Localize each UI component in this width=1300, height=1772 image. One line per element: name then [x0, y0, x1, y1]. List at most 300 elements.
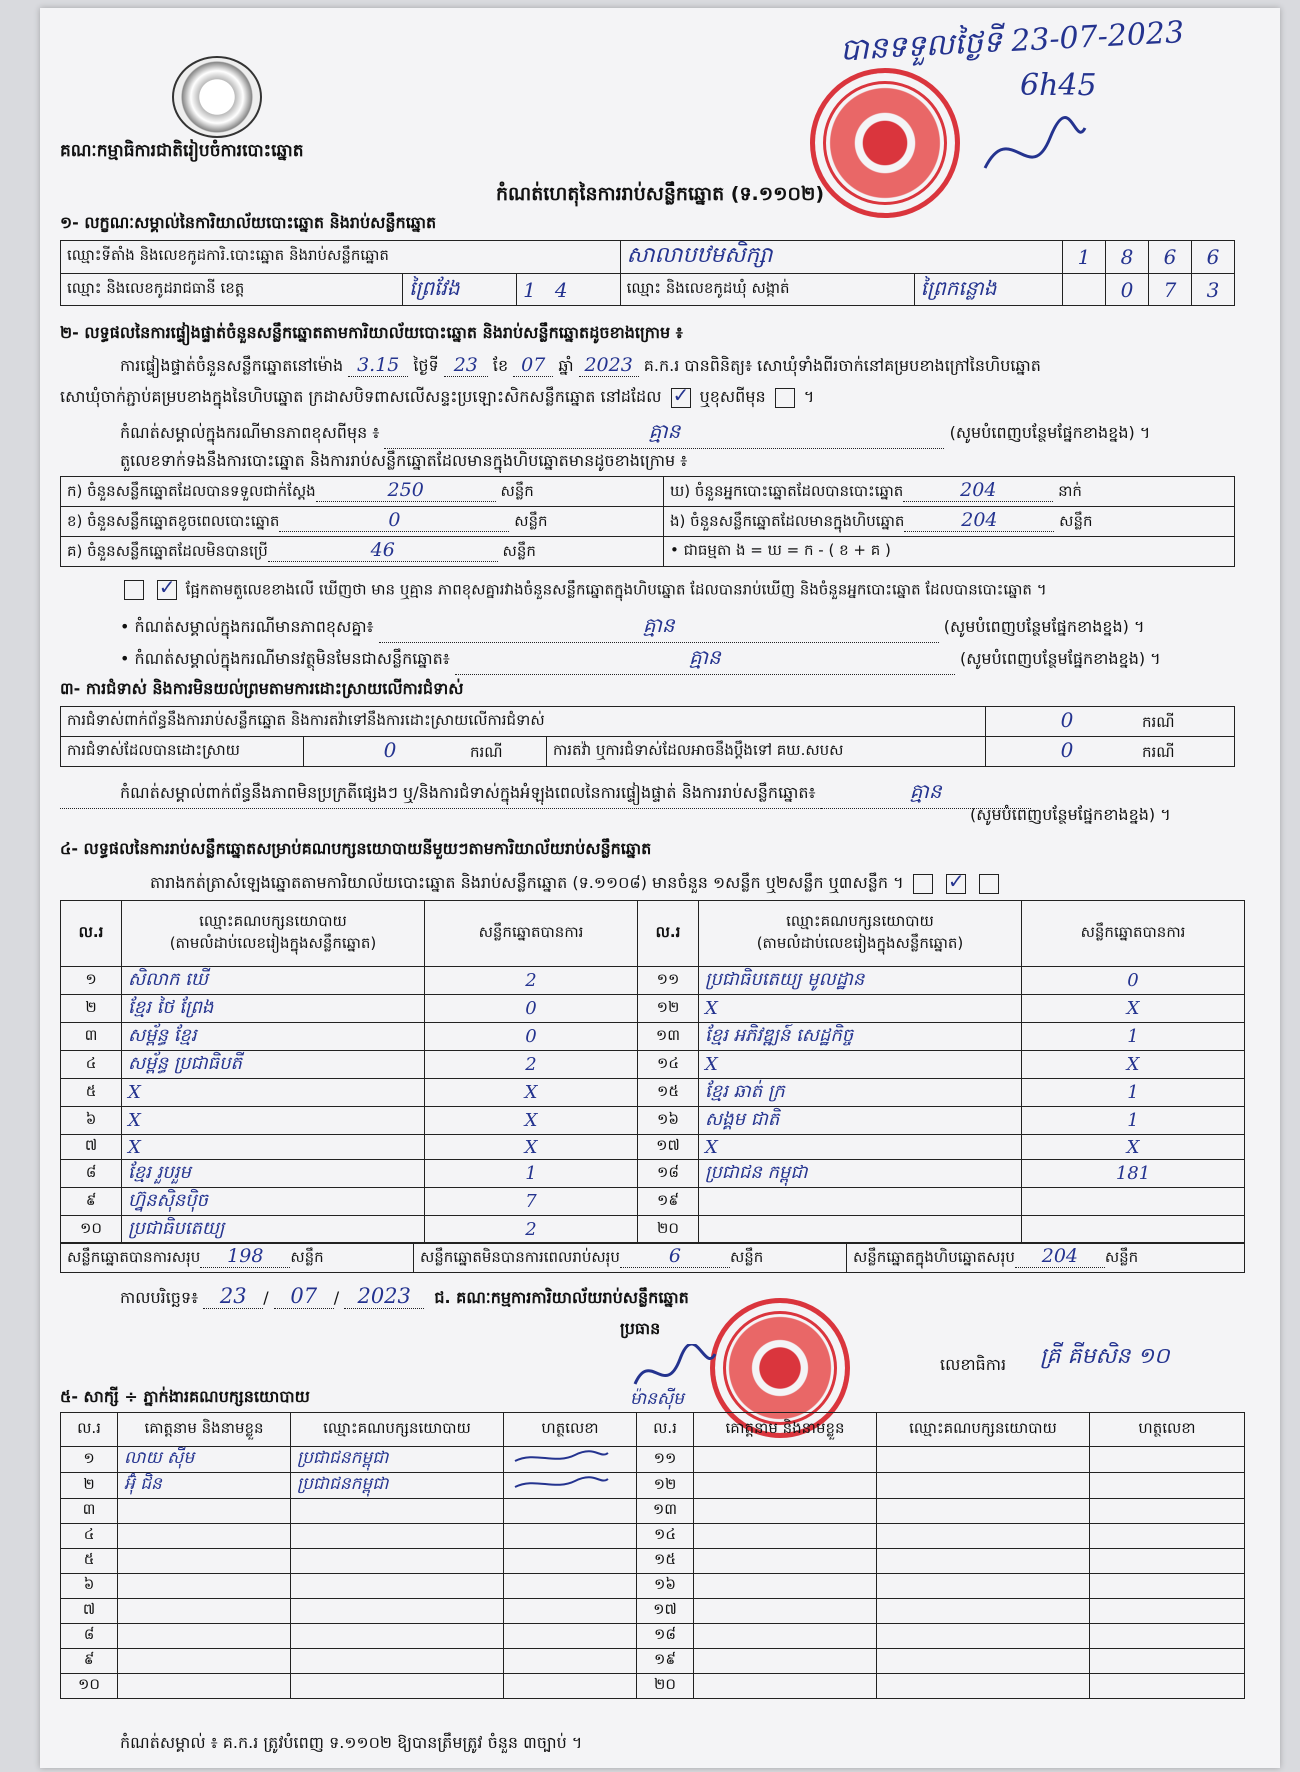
fill-hint: (សូមបំពេញបន្ថែមផ្នែកខាងខ្នង) ។ — [970, 805, 1171, 824]
row-number: ១៣ — [638, 1023, 699, 1051]
date-label: កាលបរិច្ឆេទ៖ — [120, 1288, 199, 1307]
row-number: ១ — [61, 967, 122, 995]
witness-name — [694, 1599, 877, 1624]
two-sheets-checkbox[interactable] — [946, 874, 966, 894]
witness-signature — [504, 1674, 637, 1699]
irregularity-label: កំណត់សម្គាល់ពាក់ព័ន្ធនឹងភាពមិនប្រក្រតីផ្សេងៗ ឬ/និងការជំទាស់ក្នុងអំឡុងពេលនៃការផ្ទៀងផ្ទាត់ និងការរាប់សន្លឹកឆ្នោត៖ — [120, 783, 816, 802]
year-label: ឆ្នាំ — [558, 356, 574, 375]
row-number: ១ — [61, 1447, 118, 1473]
case-unit: ករណី — [1142, 743, 1175, 761]
party-name: ខ្មែរ អភិវឌ្ឍន៍ សេដ្ឋកិច្ច — [699, 1023, 1022, 1051]
witness-name — [694, 1524, 877, 1549]
count-spoiled: 0 — [279, 509, 509, 532]
province-code-digit: 1 — [523, 277, 536, 302]
witness-party — [877, 1499, 1090, 1524]
row-number: ១៦ — [638, 1107, 699, 1135]
witness-signature — [1090, 1649, 1245, 1674]
witness-signature — [504, 1599, 637, 1624]
row-number: ១៥ — [638, 1079, 699, 1107]
place-value: សាលាបឋមសិក្សា — [620, 241, 1062, 274]
valid-votes — [1022, 1188, 1245, 1216]
committee-name: គណៈកម្មាធិការជាតិរៀបចំការបោះឆ្នោត — [60, 141, 304, 161]
month-label: ខែ — [492, 356, 509, 375]
place-code-digit: 6 — [1149, 241, 1192, 274]
province-label: ឈ្មោះ និងលេខកូដរាជធានី ខេត្ត — [61, 274, 403, 306]
place-code-digit: 6 — [1192, 241, 1235, 274]
witness-party — [877, 1447, 1090, 1473]
bullet-value: គ្មាន — [379, 612, 939, 643]
date-year: 2023 — [344, 1284, 424, 1309]
count-label: គ) ចំនួនសន្លឹកឆ្នោតដែលមិនបានប្រើ — [67, 542, 268, 560]
row-number: ១១ — [637, 1447, 694, 1473]
province-code — [517, 274, 620, 306]
place-code-digit: 8 — [1106, 241, 1149, 274]
row-number: ១៥ — [637, 1549, 694, 1574]
commune-value: ព្រៃកន្លោង — [914, 274, 1062, 306]
chair-label: ប្រធាន — [620, 1319, 661, 1338]
secretary-signature: គ្រី គីមសិន ១០ — [1040, 1344, 1170, 1369]
row-number: ១៩ — [637, 1649, 694, 1674]
party-name: សិលាក ឃើ — [122, 967, 425, 995]
count-row-received — [61, 477, 664, 507]
table-row — [61, 1051, 1245, 1079]
unchanged-checkbox[interactable] — [671, 388, 691, 408]
valid-votes: 181 — [1022, 1160, 1245, 1188]
row-number: ៩ — [61, 1649, 118, 1674]
witness-signature — [1090, 1447, 1245, 1473]
table-row — [61, 1079, 1245, 1107]
col-party: ឈ្មោះគណបក្សនយោបាយ — [291, 1413, 504, 1447]
count-label: ង) ចំនួនសន្លឹកឆ្នោតដែលមានក្នុងហិបឆ្នោត — [670, 512, 905, 530]
witness-name — [118, 1524, 291, 1549]
valid-votes: 0 — [1022, 967, 1245, 995]
col-name: គោត្តនាម និងនាមខ្លួន — [118, 1413, 291, 1447]
witness-signature — [504, 1574, 637, 1599]
count-voters: 204 — [903, 479, 1053, 502]
section4-heading: ៤- លទ្ធផលនៃការរាប់សន្លឹកឆ្នោតសម្រាប់គណបក្សនយោបាយនីមួយៗតាមការិយាល័យរាប់សន្លឹកឆ្នោត — [60, 839, 652, 858]
table-row — [61, 1624, 1245, 1649]
witness-name — [694, 1674, 877, 1699]
row-number: ១២ — [637, 1473, 694, 1499]
party-name: X — [699, 1135, 1022, 1160]
valid-votes: 0 — [425, 1023, 638, 1051]
difference-line — [120, 580, 1047, 603]
irregularity-value: គ្មាន — [821, 778, 1031, 809]
witness-table — [60, 1412, 1245, 1699]
row-number: ៩ — [61, 1188, 122, 1216]
table-row — [61, 1135, 1245, 1160]
committee-label: ជ. គណៈកម្មការការិយាល័យរាប់សន្លឹកឆ្នោត — [434, 1288, 689, 1307]
witness-signature — [504, 1624, 637, 1649]
row-number: ១៤ — [638, 1051, 699, 1079]
col-sign: ហត្ថលេខា — [504, 1413, 637, 1447]
col-party-sub: (តាមលំដាប់លេខរៀងក្នុងសន្លឹកឆ្នោត) — [169, 933, 377, 952]
count-row-unused — [61, 537, 664, 567]
party-name: ប្រជាធិបតេយ្យ — [122, 1216, 425, 1244]
witness-name: លាយ ស៊ីម — [118, 1447, 291, 1473]
has-difference-checkbox[interactable] — [124, 580, 144, 600]
table-row — [61, 1160, 1245, 1188]
valid-votes: 1 — [425, 1160, 638, 1188]
valid-votes: 1 — [1022, 1023, 1245, 1051]
row-number: ៥ — [61, 1549, 118, 1574]
witness-signature — [504, 1473, 637, 1499]
row-number: ១០ — [61, 1216, 122, 1244]
count-row-in-box — [664, 507, 1235, 537]
chair-name: ម៉ានស៊ីម — [630, 1389, 684, 1409]
section1-heading: ១- លក្ខណៈសម្គាល់នៃការិយាល័យបោះឆ្នោត និងរាប់សន្លឹកឆ្នោត — [60, 213, 437, 232]
total-invalid-label: សន្លឹកឆ្នោតមិនបានការពេលរាប់សរុប — [420, 1248, 620, 1266]
col-no: ល.រ — [638, 901, 699, 967]
irregularity-note — [120, 778, 1031, 809]
bullet-difference — [120, 612, 1145, 643]
valid-votes — [1022, 1216, 1245, 1244]
total-valid-label: សន្លឹកឆ្នោតបានការសរុប — [67, 1248, 201, 1266]
tally-sheet-text: តារាងកត់ត្រាសំឡេងឆ្នោតតាមការិយាល័យបោះឆ្នោត និងរាប់សន្លឹកឆ្នោត (ទ.១១០៨) មានចំនួន ១សន្លឹក ឬ២សន្លឹក ឬ៣សន្លឹក ។ — [150, 873, 904, 892]
party-name: សម្ព័ន្ធ ខ្មែរ — [122, 1023, 425, 1051]
count-row-voters — [664, 477, 1235, 507]
valid-votes: 0 — [425, 995, 638, 1023]
table-row — [61, 1599, 1245, 1624]
irregularity-fill-line — [60, 808, 965, 809]
valid-votes: X — [425, 1079, 638, 1107]
commune-code-digit: 3 — [1192, 274, 1235, 306]
witness-body — [61, 1447, 1245, 1699]
row-number: ២ — [61, 1473, 118, 1499]
table-row — [61, 1188, 1245, 1216]
row-number: ៧ — [61, 1599, 118, 1624]
row-number: ៦ — [61, 1107, 122, 1135]
party-name: ខ្មែរ រួបរួម — [122, 1160, 425, 1188]
row-number: ១៨ — [638, 1160, 699, 1188]
count-unused: 46 — [268, 539, 498, 562]
verification-day: 23 — [444, 354, 488, 377]
table-row — [61, 1524, 1245, 1549]
col-party — [122, 901, 425, 967]
col-party: ឈ្មោះគណបក្សនយោបាយ — [877, 1413, 1090, 1447]
day-label: ថ្ងៃទី — [413, 356, 439, 375]
party-name: X — [122, 1079, 425, 1107]
table-row — [61, 1107, 1245, 1135]
date-line: កាលបរិច្ឆេទ៖ 23 / 07 / 2023 ជ. គណៈកម្មការការិយាល័យរាប់សន្លឹកឆ្នោត — [120, 1284, 689, 1308]
witness-party — [877, 1674, 1090, 1699]
witness-name — [694, 1447, 877, 1473]
count-received: 250 — [316, 479, 496, 502]
complaints-count-cell — [986, 707, 1235, 737]
province-code-digit: 4 — [554, 277, 568, 302]
party-name: ខ្មែរ ឆាត់ ក្រ — [699, 1079, 1022, 1107]
table-row — [61, 995, 1245, 1023]
valid-votes: X — [425, 1107, 638, 1135]
one-sheet-checkbox[interactable] — [913, 874, 933, 894]
note-label: កំណត់សម្គាល់ក្នុងករណីមានភាពខុសពីមុន ៖ — [120, 423, 380, 442]
witness-name — [694, 1649, 877, 1674]
bullet-label: • កំណត់សម្គាល់ក្នុងករណីមានភាពខុសគ្នា៖ — [120, 617, 374, 636]
results-body — [61, 967, 1245, 1244]
row-number: ៧ — [61, 1135, 122, 1160]
verification-text-end: គ.ក.រ បានពិនិត្យ៖ សោឃុំទាំងពីរចាក់នៅគម្របខាងក្រៅនៃហិបឆ្នោត — [643, 356, 1041, 375]
verification-year: 2023 — [579, 354, 639, 377]
appeal-label: ការតវ៉ា ឬការជំទាស់ដែលអាចនឹងប្តឹងទៅ គឃ.សបស — [547, 737, 986, 767]
count-label: ខ) ចំនួនសន្លឹកឆ្នោតខូចពេលបោះឆ្នោត — [67, 512, 280, 530]
row-number: ១១ — [638, 967, 699, 995]
row-number: ៤ — [61, 1524, 118, 1549]
col-party — [699, 901, 1022, 967]
resolved-label: ការជំទាស់ដែលបានដោះស្រាយ — [61, 737, 304, 767]
party-name: X — [699, 1051, 1022, 1079]
no-difference-checkbox[interactable] — [157, 580, 177, 600]
location-table — [60, 240, 1235, 306]
witness-name — [118, 1549, 291, 1574]
fill-hint: (សូមបំពេញបន្ថែមផ្នែកខាងខ្នង) ។ — [959, 649, 1161, 668]
witness-party — [877, 1524, 1090, 1549]
witness-signature — [504, 1499, 637, 1524]
col-party-title: ឈ្មោះគណបក្សនយោបាយ — [786, 911, 934, 930]
resolved-count: 0 — [383, 738, 397, 762]
verification-line — [120, 354, 1041, 379]
row-number: ១៨ — [637, 1624, 694, 1649]
verification-month: 07 — [513, 354, 553, 377]
signature-mark — [510, 1449, 610, 1467]
date-month: 07 — [274, 1284, 334, 1309]
case-unit: ករណី — [1142, 713, 1175, 731]
witness-name — [118, 1599, 291, 1624]
row-number: ១៧ — [638, 1135, 699, 1160]
col-votes: សន្លឹកឆ្នោតបានការ — [1022, 901, 1245, 967]
valid-votes: X — [1022, 1135, 1245, 1160]
unit: នាក់ — [1058, 482, 1082, 500]
section2-heading: ២- លទ្ធផលនៃការផ្ទៀងផ្ទាត់ចំនួនសន្លឹកឆ្នោតតាមការិយាល័យបោះឆ្នោត និងរាប់សន្លឹកឆ្នោតដូចខាងក្រោម ៖ — [60, 323, 683, 342]
table-row — [61, 1023, 1245, 1051]
totals-table — [60, 1242, 1245, 1273]
party-name: ហ្វ៊ុនស៊ិនប៉ិច — [122, 1188, 425, 1216]
witness-signature — [504, 1549, 637, 1574]
document-sheet — [40, 8, 1280, 1768]
received-note: បានទទួលថ្ងៃទី 23-07-2023 — [839, 15, 1185, 68]
unit: សន្លឹក — [1059, 512, 1093, 530]
note-line — [120, 418, 1150, 449]
bullet-value: គ្មាន — [455, 644, 955, 675]
witness-signature — [1090, 1499, 1245, 1524]
received-time: 6h45 — [1020, 68, 1097, 103]
row-number: ១៣ — [637, 1499, 694, 1524]
unit: សន្លឹក — [500, 482, 534, 500]
row-number: ១០ — [61, 1674, 118, 1699]
valid-votes: X — [425, 1135, 638, 1160]
col-no: ល.រ — [61, 901, 122, 967]
verification-time: 3.15 — [348, 354, 408, 377]
witness-signature — [504, 1524, 637, 1549]
col-no: ល.រ — [637, 1413, 694, 1447]
witness-name — [694, 1624, 877, 1649]
witness-name — [118, 1499, 291, 1524]
difference-text: ផ្អែកតាមតួលេខខាងលើ ឃើញថា មាន ឬគ្មាន ភាពខុសគ្នារវាងចំនួនសន្លឹកឆ្នោតក្នុងហិបឆ្នោត ដែលបានរាប់ឃើញ និងចំនួនអ្នកបោះឆ្នោត ដែលបានបោះឆ្នោត ។ — [185, 580, 1047, 599]
witness-party: ប្រជាជនកម្ពុជា — [291, 1473, 504, 1499]
col-sign: ហត្ថលេខា — [1090, 1413, 1245, 1447]
bullet-foreign-object — [120, 644, 1161, 675]
witness-party — [877, 1649, 1090, 1674]
note-value: គ្មាន — [384, 418, 944, 449]
row-number: ១២ — [638, 995, 699, 1023]
witness-party — [291, 1674, 504, 1699]
valid-votes: 1 — [1022, 1079, 1245, 1107]
total-box-label: សន្លឹកឆ្នោតក្នុងហិបឆ្នោតសរុប — [853, 1248, 1015, 1266]
witness-name — [118, 1674, 291, 1699]
bullet-label: • កំណត់សម្គាល់ក្នុងករណីមានវត្ថុមិនមែនជាសន្លឹកឆ្នោត៖ — [120, 649, 450, 668]
row-number: ១៤ — [637, 1524, 694, 1549]
party-name: X — [122, 1135, 425, 1160]
total-valid-cell — [61, 1243, 414, 1273]
valid-votes: X — [1022, 1051, 1245, 1079]
table-row — [61, 1649, 1245, 1674]
complaints-table — [60, 706, 1235, 767]
col-party-sub: (តាមលំដាប់លេខរៀងក្នុងសន្លឹកឆ្នោត) — [756, 933, 964, 952]
total-invalid: 6 — [620, 1245, 730, 1268]
appeal-count-cell — [986, 737, 1235, 767]
received-signature — [980, 108, 1090, 188]
table-row — [61, 1473, 1245, 1499]
province-value: ព្រៃវែង — [403, 274, 517, 306]
section3-heading: ៣- ការជំទាស់ និងការមិនយល់ព្រមតាមការដោះស្រាយលើការជំទាស់ — [60, 679, 464, 698]
seal-line: សោឃុំចាក់ភ្ជាប់គម្របខាងក្នុងនៃហិបឆ្នោត ក្រដាសបិទពាសលើសន្ទះប្រឡោះសិកសន្លឹកឆ្នោត នៅដដែល ✓ ឬខុសពីមុន ។ — [60, 386, 814, 410]
valid-votes: 2 — [425, 1051, 638, 1079]
witness-party — [877, 1473, 1090, 1499]
count-in-box: 204 — [904, 509, 1054, 532]
signature-mark — [510, 1475, 610, 1493]
results-table — [60, 900, 1245, 1244]
party-name: សង្គម ជាតិ — [699, 1107, 1022, 1135]
unit: សន្លឹក — [502, 542, 536, 560]
row-number: ៤ — [61, 1051, 122, 1079]
witness-party: ប្រជាជនកម្ពុជា — [291, 1447, 504, 1473]
table-row — [61, 1549, 1245, 1574]
witness-signature — [1090, 1624, 1245, 1649]
row-number: ៨ — [61, 1624, 118, 1649]
witness-name — [118, 1649, 291, 1674]
witness-signature — [1090, 1574, 1245, 1599]
witness-party — [291, 1549, 504, 1574]
witness-party — [877, 1574, 1090, 1599]
witness-party — [291, 1649, 504, 1674]
row-number: ៥ — [61, 1079, 122, 1107]
valid-votes: 2 — [425, 1216, 638, 1244]
table-row — [61, 1674, 1245, 1699]
party-name: សម្ព័ន្ធ ប្រជាធិបតី — [122, 1051, 425, 1079]
count-label: ឃ) ចំនួនអ្នកបោះឆ្នោតដែលបានបោះឆ្នោត — [670, 482, 904, 500]
witness-signature — [1090, 1549, 1245, 1574]
counts-intro: តួលេខទាក់ទងនឹងការបោះឆ្នោត និងការរាប់សន្លឹកឆ្នោតដែលមានក្នុងហិបឆ្នោតមានដូចខាងក្រោម ៖ — [120, 451, 688, 470]
appeal-count: 0 — [1060, 738, 1074, 762]
fill-hint: (សូមបំពេញបន្ថែមផ្នែកខាងខ្នង) ។ — [943, 617, 1145, 636]
witness-signature — [1090, 1473, 1245, 1499]
col-no: ល.រ — [61, 1413, 118, 1447]
total-invalid-cell — [414, 1243, 847, 1273]
place-label: ឈ្មោះទីតាំង និងលេខកូដការិ.បោះឆ្នោត និងរាប់សន្លឹកឆ្នោត — [61, 241, 621, 274]
witness-party — [291, 1524, 504, 1549]
col-name: គោត្តនាម និងនាមខ្លួន — [694, 1413, 877, 1447]
row-number: ៨ — [61, 1160, 122, 1188]
witness-party — [877, 1624, 1090, 1649]
count-row-spoiled — [61, 507, 664, 537]
witness-name — [694, 1473, 877, 1499]
verification-text: ការផ្ទៀងផ្ទាត់ចំនួនសន្លឹកឆ្នោតនៅម៉ោង — [120, 356, 344, 375]
witness-party — [877, 1599, 1090, 1624]
witness-party — [877, 1549, 1090, 1574]
valid-votes: X — [1022, 995, 1245, 1023]
witness-signature — [504, 1447, 637, 1473]
witness-name — [694, 1549, 877, 1574]
witness-signature — [1090, 1524, 1245, 1549]
unit: សន្លឹក — [1104, 1248, 1139, 1266]
complaints-label: ការជំទាស់ពាក់ព័ន្ធនឹងការរាប់សន្លឹកឆ្នោត និងការតវ៉ាទៅនឹងការដោះស្រាយលើការជំទាស់ — [61, 707, 986, 737]
row-number: ៣ — [61, 1499, 118, 1524]
valid-votes: 1 — [1022, 1107, 1245, 1135]
row-number: ២០ — [637, 1674, 694, 1699]
tally-sheet-line — [150, 872, 1003, 896]
witness-signature — [1090, 1674, 1245, 1699]
party-name: X — [699, 995, 1022, 1023]
page-title: កំណត់ហេតុនៃការរាប់សន្លឹកឆ្នោត (ទ.១១០២) — [495, 183, 825, 205]
complaints-count: 0 — [1060, 708, 1074, 732]
witness-party — [291, 1574, 504, 1599]
party-name: ប្រជាជន កម្ពុជា — [699, 1160, 1022, 1188]
date-day: 23 — [203, 1284, 263, 1309]
witness-signature — [1090, 1599, 1245, 1624]
table-row — [61, 1574, 1245, 1599]
witness-name: អ៊ុំ ជិន — [118, 1473, 291, 1499]
witness-party — [291, 1599, 504, 1624]
seal-text: សោឃុំចាក់ភ្ជាប់គម្របខាងក្នុងនៃហិបឆ្នោត ក្រដាសបិទពាសលើសន្ទះប្រឡោះសិកសន្លឹកឆ្នោត នៅដដែល — [60, 387, 662, 406]
row-number: ២០ — [638, 1216, 699, 1244]
party-name: ខ្មែរ ថៃ ព្រែង — [122, 995, 425, 1023]
party-name — [699, 1216, 1022, 1244]
col-votes: សន្លឹកឆ្នោតបានការ — [425, 901, 638, 967]
table-row — [61, 1499, 1245, 1524]
resolved-count-cell — [304, 737, 547, 767]
commune-code-digit: 7 — [1149, 274, 1192, 306]
unit: សន្លឹក — [729, 1248, 764, 1266]
nec-logo — [172, 56, 262, 138]
commune-code-digit: 0 — [1106, 274, 1149, 306]
counts-table — [60, 476, 1235, 567]
commune-label: ឈ្មោះ និងលេខកូដឃុំ សង្កាត់ — [620, 274, 914, 306]
formula: • ជាធម្មតា ង = ឃ = ក - ( ខ + គ ) — [664, 537, 1235, 567]
row-number: ៦ — [61, 1574, 118, 1599]
total-box-cell — [847, 1243, 1245, 1273]
fill-hint: (សូមបំពេញបន្ថែមផ្នែកខាងខ្នង) ។ — [949, 423, 1151, 442]
party-name: ប្រជាធិបតេយ្យ មូលដ្ឋាន — [699, 967, 1022, 995]
total-box: 204 — [1015, 1245, 1105, 1268]
party-name: X — [122, 1107, 425, 1135]
section5-heading: ៥- សាក្សី ÷ ភ្នាក់ងារគណបក្សនយោបាយ — [60, 1387, 310, 1406]
row-number: ២ — [61, 995, 122, 1023]
three-sheets-checkbox[interactable] — [979, 874, 999, 894]
place-code-digit: 1 — [1063, 241, 1106, 274]
witness-name — [118, 1624, 291, 1649]
total-valid: 198 — [200, 1245, 290, 1268]
row-number: ១៧ — [637, 1599, 694, 1624]
table-row — [61, 1447, 1245, 1473]
changed-checkbox[interactable] — [775, 388, 795, 408]
valid-votes: 7 — [425, 1188, 638, 1216]
table-row — [61, 967, 1245, 995]
col-party-title: ឈ្មោះគណបក្សនយោបាយ — [199, 911, 347, 930]
valid-votes: 2 — [425, 967, 638, 995]
row-number: ១៦ — [637, 1574, 694, 1599]
secretary-label: លេខាធិការ — [940, 1355, 1007, 1374]
witness-party — [291, 1499, 504, 1524]
witness-signature — [504, 1649, 637, 1674]
